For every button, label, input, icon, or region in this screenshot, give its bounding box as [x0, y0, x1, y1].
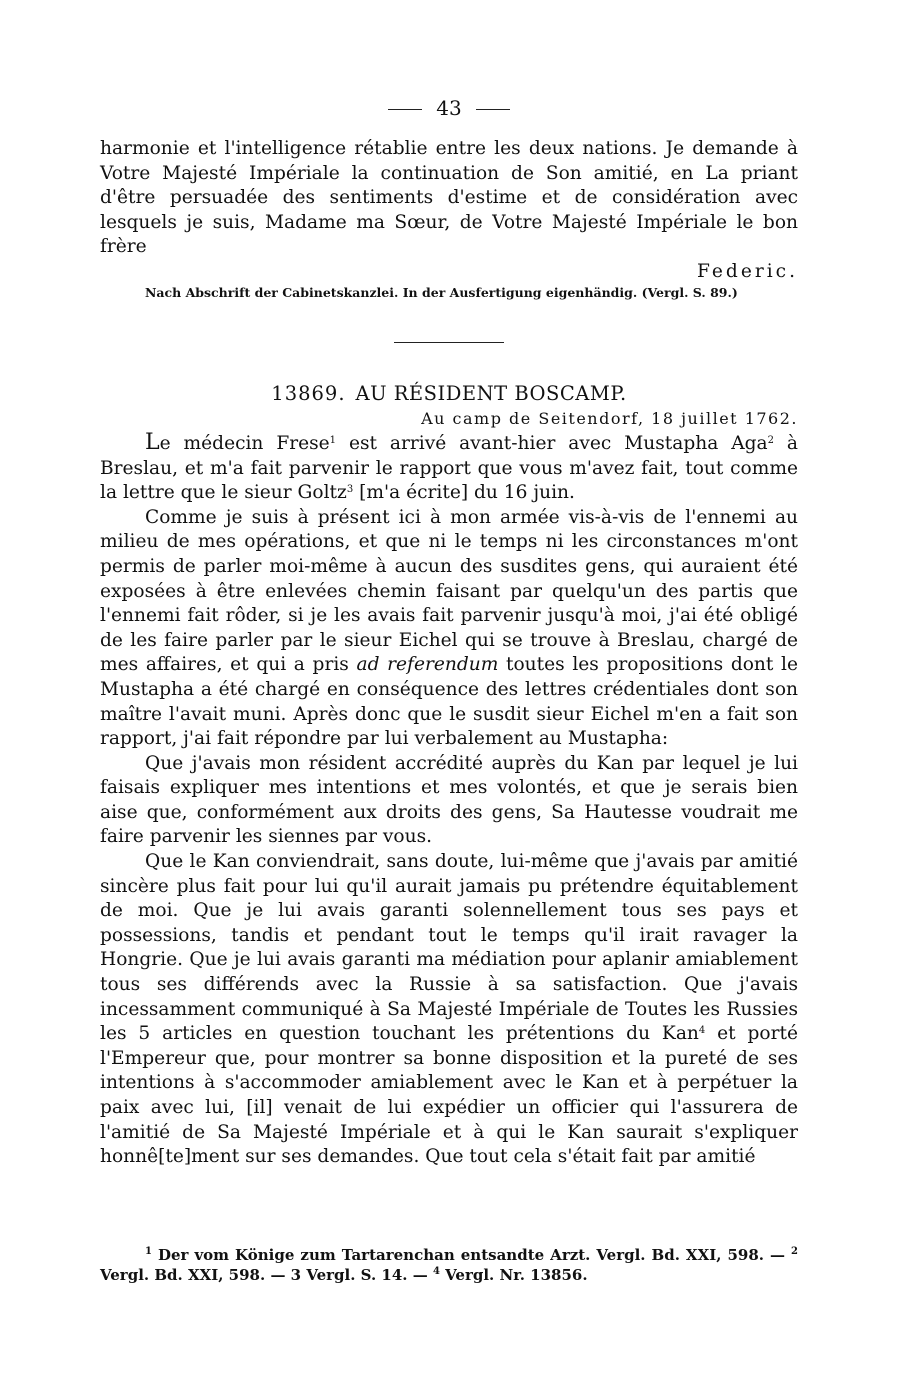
footnote-3: Vergl. S. 14. —	[301, 1266, 433, 1284]
footnote-marker: 4	[432, 1266, 440, 1277]
signature: Federic.	[697, 260, 798, 282]
latin-phrase: ad referendum	[356, 654, 499, 676]
footnote-ref-1: 1	[329, 434, 337, 446]
paragraph-2	[100, 506, 798, 752]
section-divider	[394, 342, 504, 343]
paragraph-4	[100, 850, 798, 1170]
letter-heading	[100, 381, 798, 407]
text-run: toutes les propositions dont le Mustapha a été chargé en conséquence des lettres crédentiales dont son maître l'avait muni. Après donc que le susdit sieur Eichel m'en a fait son rapport, j'ai fait répondre par lui verbalement au Mustapha:	[100, 654, 798, 750]
letter-dateline: Au camp de Seitendorf, 18 juillet 1762.	[421, 408, 798, 428]
letter-body	[100, 431, 798, 1170]
paragraph-1	[100, 431, 798, 506]
page-content	[100, 95, 798, 1170]
footnote-1: Der vom Könige zum Tartarenchan entsandte Arzt. Vergl. Bd. XXI, 598. —	[151, 1246, 792, 1264]
letter-number: 13869.	[271, 381, 346, 405]
continuation-paragraph	[100, 137, 798, 260]
source-note: Nach Abschrift der Cabinetskanzlei. In der Ausfertigung eigenhändig. (Vergl. S. 89.)	[145, 284, 738, 300]
footnote-marker: 1	[145, 1246, 152, 1257]
text-run: e médecin Frese	[159, 432, 330, 454]
text-run: à Breslau, et m'a fait parvenir le rapport que vous m'avez fait, tout comme la lettre que le sieur Goltz	[100, 432, 799, 504]
footnote-text	[100, 1245, 798, 1285]
footnote-2: Vergl. Bd. XXI, 598. —	[100, 1266, 291, 1284]
footnote-marker: 3	[290, 1266, 302, 1284]
text-run: est arrivé avant-hier avec Mustapha Aga	[336, 432, 768, 454]
text-run: et porté l'Empereur que, pour montrer sa bonne disposition et la pureté de ses intentions à s'accommoder amiablement avec le Kan et à perpétuer la paix avec lui, [il] venait de lui expédier un officier qui l'assurera de l'amitié de Sa Majesté Impériale et à qui le Kan saurait s'expliquer honnê[te]ment sur ses demandes. Que tout cela s'était fait par amitié	[100, 1023, 798, 1168]
text-run: Comme je suis à présent ici à mon armée vis-à-vis de l'ennemi au milieu de mes opérations, et que ni le temps ni les circonstances m'ont permis de parler moi-même à aucun des susdites gens, qui auraient été exposées à être enlevées chemin faisant par quelqu'un des partis que l'ennemi fait rôder, si je les avais fait parvenir jusqu'à moi, j'ai été obligé de les faire parler par le sieur Eichel qui se trouve à Breslau, chargé de mes affaires, et qui a pris	[100, 506, 798, 676]
text-run: Que le Kan conviendrait, sans doute, lui-même que j'avais par amitié sincère plus fait pour lui qu'il aurait jamais pu prétendre équitablement de moi. Que je lui avais garanti solennellement tous ses pays et possessions, tandis et pendant tout le temps qu'il irait ravager la Hongrie. Que je lui avais garanti ma médiation pour aplanir amiablement tous ses différends avec la Russie à sa satisfaction. Que j'avais incessamment communiqué à Sa Majesté Impériale de Toutes les Russies les 5 articles en question touchant les prétentions du Kan	[100, 851, 798, 1045]
page-number: 43	[436, 96, 462, 120]
initial-letter: L	[145, 429, 160, 455]
footnote-ref-4: 4	[698, 1025, 706, 1037]
header-dash-left	[388, 109, 422, 110]
continuation-text: harmonie et l'intelligence rétablie entre les deux nations. Je demande à Votre Majesté Impériale la continuation de Son amitié, en La priant d'être persuadée des sentiments d'estime et de considération avec lesquels je suis, Madame ma Sœur, de Votre Majesté Impériale le bon frère	[100, 138, 798, 258]
footnote-4: Vergl. Nr. 13856.	[439, 1266, 588, 1284]
letter-title: AU RÉSIDENT BOSCAMP.	[355, 381, 627, 405]
footnotes	[100, 1245, 798, 1285]
header-dash-right	[476, 109, 510, 110]
footnote-ref-3: 3	[346, 484, 354, 496]
footnote-marker: 2	[791, 1246, 798, 1257]
text-run: [m'a écrite] du 16 juin.	[353, 482, 575, 504]
footnote-ref-2: 2	[767, 434, 774, 446]
paragraph-3: Que j'avais mon résident accrédité auprès du Kan par lequel je lui faisais expliquer mes intentions et mes volontés, et que je serais bien aise que, conformément aux droits des gens, Sa Hautesse voudrait me faire parvenir les siennes par vous.	[100, 752, 798, 848]
page-header	[100, 95, 798, 121]
